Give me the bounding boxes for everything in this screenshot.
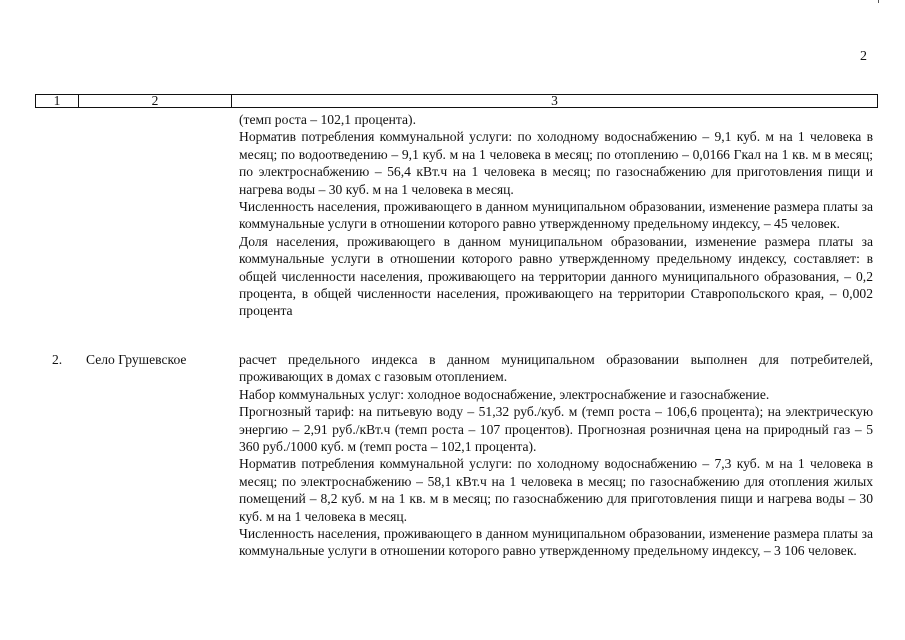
table-header-col-2: 2 (79, 95, 232, 107)
row-2-paragraph: Норматив потребления коммунальной услуги: по холодному водоснабжению – 7,3 куб. м на 1 человека в месяц; по электроснабжению – 58,1 кВт.ч на 1 человека в месяц; по газоснабжению для отопления жилых помещений – 8,2 куб. м на 1 кв. м в месяц; по газоснабжению для приготовления пищи и нагрева воды – 30 куб. м на 1 человека в месяц. (239, 456, 873, 524)
row-1-paragraph: (темп роста – 102,1 процента). (239, 112, 416, 127)
row-1-paragraph: Норматив потребления коммунальной услуги: по холодному водоснабжению – 9,1 куб. м на 1 человека в месяц; по водоотведению – 9,1 куб. м на 1 человека в месяц; по отоплению – 0,0166 Гкал на 1 кв. м в месяц; по электроснабжению – 56,4 кВт.ч на 1 человека в месяц; по газоснабжению для приготовления пищи и нагрева воды – 30 куб. м на 1 человека в месяц. (239, 129, 873, 197)
row-2-municipality-name: Село Грушевское (86, 352, 187, 367)
row-2-paragraph: расчет предельного индекса в данном муниципальном образовании выполнен для потребителей, проживающих в домах с газовым отоплением. (239, 352, 873, 385)
page-number: 2 (860, 49, 867, 64)
row-2-description (239, 351, 873, 560)
row-2-paragraph: Численность населения, проживающего в данном муниципальном образовании, изменение размера платы за коммунальные услуги в отношении которого равно утвержденному предельному индексу, – 3 106 человек. (239, 526, 873, 559)
table-header-col-1: 1 (36, 95, 79, 107)
row-2-paragraph: Набор коммунальных услуг: холодное водоснабжение, электроснабжение и газоснабжение. (239, 386, 770, 402)
row-1-paragraph: Доля населения, проживающего в данном муниципальном образовании, изменение размера платы за коммунальные услуги в отношении которого равно утвержденному предельному индексу, составляет: в общей численности населения, проживающего на территории данного муниципального образования, – 0,2 процента, в общей численности населения, проживающего на территории Ставропольского края, – 0,002 процента (239, 233, 873, 319)
table-header-row (35, 94, 878, 108)
table-header-col-3: 3 (551, 93, 558, 108)
row-1-description (239, 111, 873, 320)
row-2-paragraph: Прогнозный тариф: на питьевую воду – 51,32 руб./куб. м (темп роста – 106,6 процента); на электрическую энергию – 2,91 руб./кВт.ч (темп роста – 107 процентов). Прогнозная розничная цена на природный газ – 5 360 руб./1000 куб. м (темп роста – 102,1 процента). (239, 404, 873, 455)
scan-mark (878, 0, 879, 3)
row-2-number: 2. (52, 352, 63, 367)
row-1-paragraph: Численность населения, проживающего в данном муниципальном образовании, изменение размера платы за коммунальные услуги в отношении которого равно утвержденному предельному индексу, – 45 человек. (239, 199, 873, 232)
